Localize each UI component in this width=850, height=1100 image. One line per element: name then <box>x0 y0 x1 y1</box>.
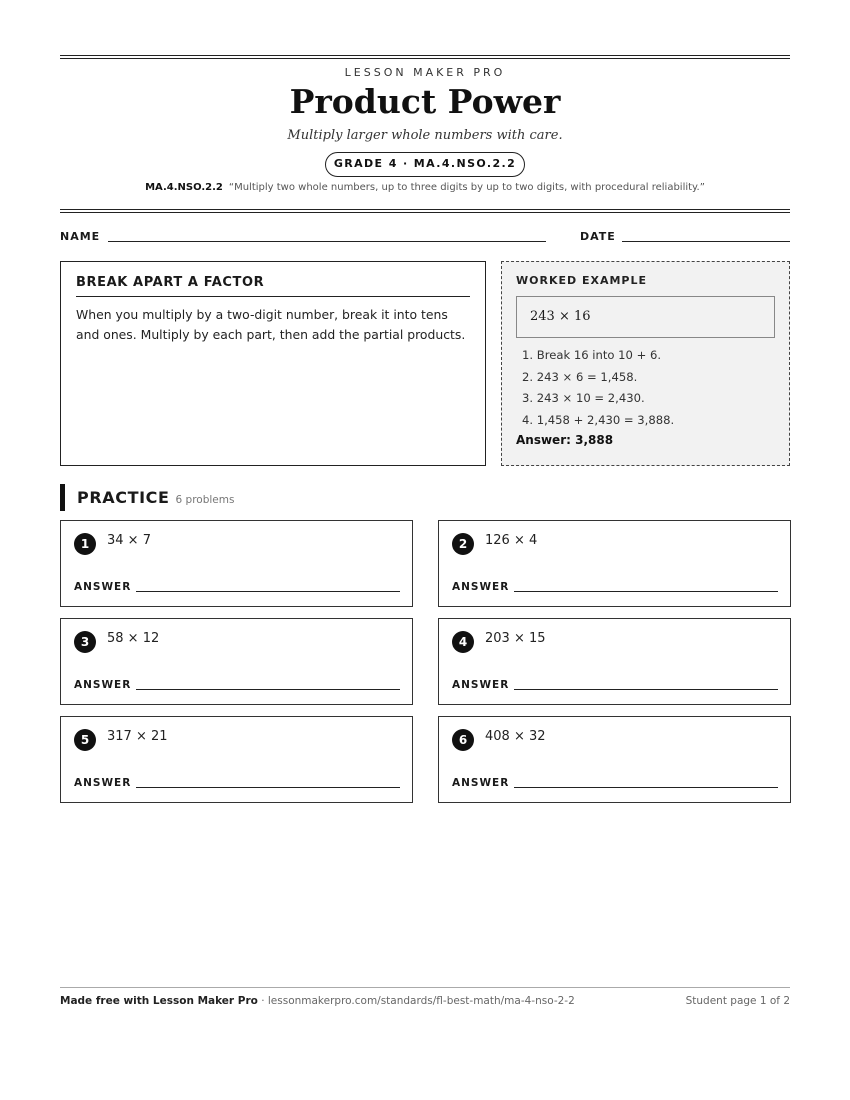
footer-page-number: Student page 1 of 2 <box>685 995 790 1007</box>
date-field[interactable] <box>622 241 790 242</box>
problem-expression: 203 × 15 <box>485 631 546 646</box>
problem-card <box>438 618 791 705</box>
problem-number: 3 <box>74 631 96 653</box>
brand-name: LESSON MAKER PRO <box>344 66 506 79</box>
problem-number: 1 <box>74 533 96 555</box>
problem-expression: 317 × 21 <box>107 729 168 744</box>
grade-badge: GRADE 4 · MA.4.NSO.2.2 <box>325 152 525 177</box>
page-subtitle: Multiply larger whole numbers with care. <box>287 128 563 143</box>
header-top-rule <box>60 55 790 56</box>
concept-box <box>60 261 486 466</box>
problem-card <box>438 716 791 803</box>
practice-count: 6 problems <box>175 494 235 506</box>
standard-line <box>60 182 790 193</box>
problem-card <box>438 520 791 607</box>
problem-expression: 34 × 7 <box>107 533 151 548</box>
practice-title: PRACTICE <box>77 488 170 507</box>
worked-example-heading: WORKED EXAMPLE <box>516 274 647 287</box>
answer-field[interactable] <box>136 787 400 788</box>
footer-url[interactable]: · lessonmakerpro.com/standards/fl-best-math/ma-4-nso-2-2 <box>257 995 575 1007</box>
standard-text: “Multiply two whole numbers, up to three digits by up to two digits, with procedural reliability.” <box>228 182 705 193</box>
worksheet-page <box>60 0 790 1100</box>
name-date-row <box>60 230 790 246</box>
header-bottom-rule <box>60 209 790 210</box>
concept-text: When you multiply by a two-digit number, break it into tens and ones. Multiply by each part, then add the partial products. <box>76 307 466 342</box>
problem-expression: 126 × 4 <box>485 533 538 548</box>
problem-card <box>60 618 413 705</box>
worked-step: 2. 243 × 6 = 1,458. <box>522 369 638 384</box>
standard-code: MA.4.NSO.2.2 <box>145 182 223 193</box>
worked-example-problem: 243 × 16 <box>516 296 775 338</box>
problem-expression: 408 × 32 <box>485 729 546 744</box>
answer-label: ANSWER <box>452 581 510 593</box>
name-label: NAME <box>60 230 101 243</box>
answer-field[interactable] <box>136 591 400 592</box>
problem-number: 2 <box>452 533 474 555</box>
answer-label: ANSWER <box>452 777 510 789</box>
name-field[interactable] <box>108 241 546 242</box>
worked-example-steps <box>516 345 775 431</box>
problem-card <box>60 716 413 803</box>
answer-field[interactable] <box>514 591 778 592</box>
answer-label: ANSWER <box>74 581 132 593</box>
footer-rule <box>60 987 790 988</box>
worked-step: 3. 243 × 10 = 2,430. <box>522 391 645 406</box>
problem-number: 4 <box>452 631 474 653</box>
footer-made-with: Made free with Lesson Maker Pro <box>60 995 258 1007</box>
problem-number: 6 <box>452 729 474 751</box>
problem-expression: 58 × 12 <box>107 631 160 646</box>
practice-heading <box>60 484 234 511</box>
worked-example-answer: Answer: 3,888 <box>516 433 614 448</box>
worked-step: 1. Break 16 into 10 + 6. <box>522 348 662 362</box>
worked-example-box <box>501 261 790 466</box>
answer-field[interactable] <box>514 787 778 788</box>
answer-field[interactable] <box>514 689 778 690</box>
answer-label: ANSWER <box>452 679 510 691</box>
problem-card <box>60 520 413 607</box>
footer-credit <box>60 995 575 1007</box>
problem-number: 5 <box>74 729 96 751</box>
concept-heading: BREAK APART A FACTOR <box>76 275 470 297</box>
answer-field[interactable] <box>136 689 400 690</box>
worked-step: 4. 1,458 + 2,430 = 3,888. <box>522 412 675 427</box>
date-label: DATE <box>580 230 616 243</box>
answer-label: ANSWER <box>74 679 132 691</box>
page-title: Product Power <box>289 82 561 121</box>
answer-label: ANSWER <box>74 777 132 789</box>
